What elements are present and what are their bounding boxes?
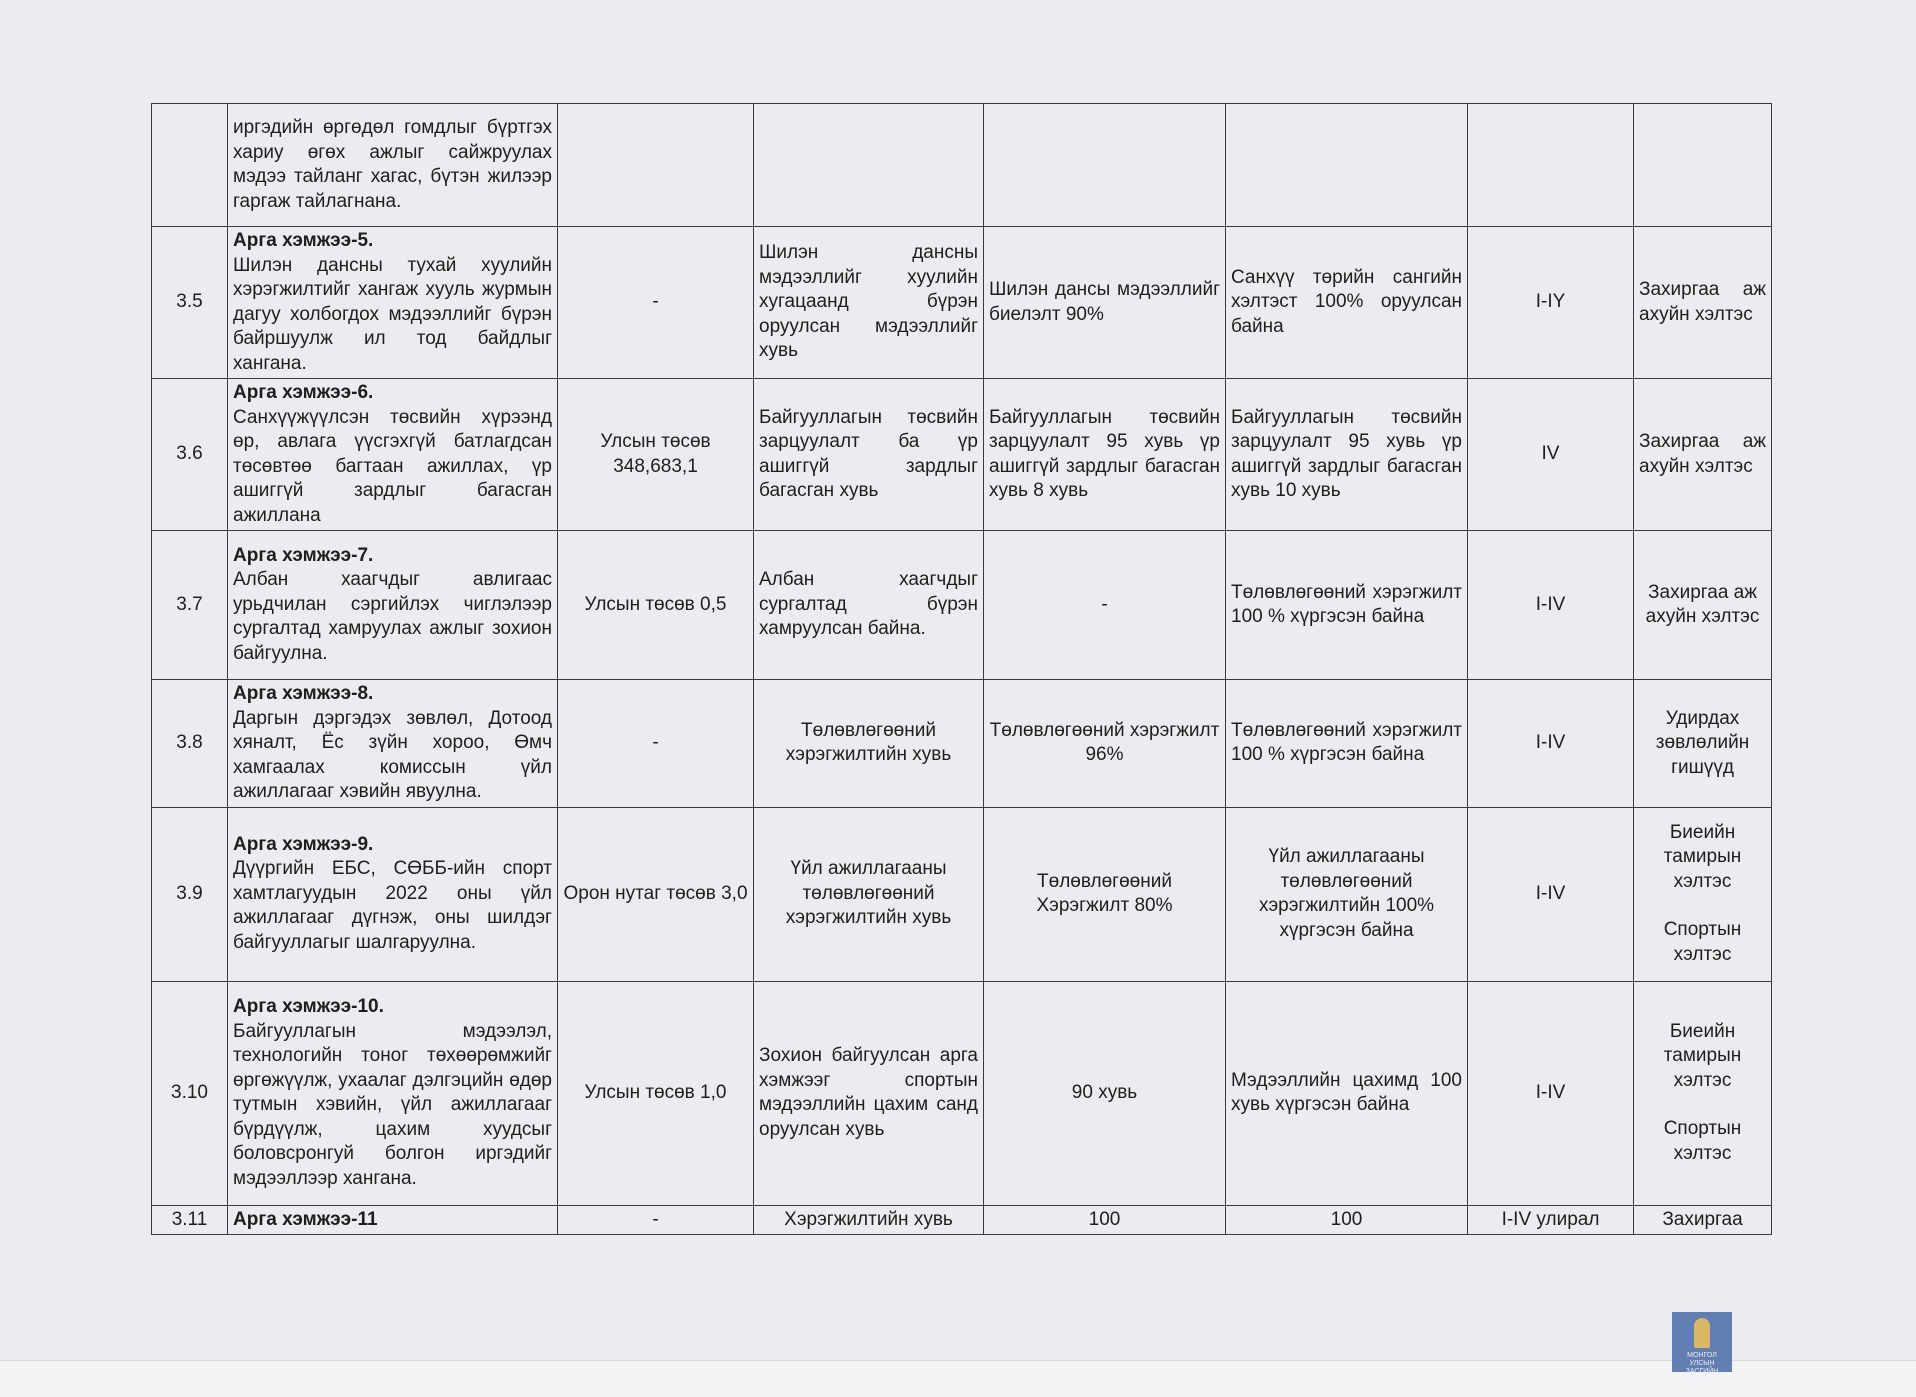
spacer <box>1639 894 1766 918</box>
table-row <box>152 379 1772 531</box>
budget-cell: - <box>558 227 754 379</box>
baseline-cell: Төлөвлөгөөний Хэрэгжилт 80% <box>984 807 1226 981</box>
row-number: 3.9 <box>152 807 228 981</box>
activity-cell <box>228 807 558 981</box>
activity-body: Санхүүжүүлсэн төсвийн хүрээнд өр, авлага үүсгэхгүй батлагдсан төсөвтөө багтаан ажиллах, үр ашиггүй зардлыг багасган ажиллана <box>233 406 552 526</box>
activity-title: Арга хэмжээ-11 <box>233 1208 378 1230</box>
target-cell: Байгууллагын төсвийн зарцуулалт 95 хувь үр ашиггүй зардлыг багасган хувь 10 хувь <box>1226 379 1468 531</box>
indicator-cell: Төлөвлөгөөний хэрэгжилтийн хувь <box>754 680 984 808</box>
activity-title: Арга хэмжээ-10. <box>233 996 384 1017</box>
activity-cell <box>228 1205 558 1235</box>
activity-body: иргэдийн өргөдөл гомдлыг бүртгэх хариу өгөх ажлыг сайжруулах мэдээ тайланг хагас, бүтэн жилээр гаргаж тайлагнана. <box>233 117 552 212</box>
responsible-cell: Захиргаа аж ахуйн хэлтэс <box>1634 227 1772 379</box>
period-cell: I-IV <box>1468 531 1634 680</box>
indicator-cell: Зохион байгуулсан арга хэмжээг спортын мэдээллийн цахим санд оруулсан хувь <box>754 981 984 1205</box>
row-number: 3.11 <box>152 1205 228 1235</box>
target-cell: 100 <box>1226 1205 1468 1235</box>
target-cell: Үйл ажиллагааны төлөвлөгөөний хэрэгжилтийн 100% хүргэсэн байна <box>1226 807 1468 981</box>
activity-cell <box>228 379 558 531</box>
responsible-primary: Биеийн тамирын хэлтэс <box>1663 1020 1742 1091</box>
activity-title: Арга хэмжээ-7. <box>233 544 374 566</box>
activity-cell <box>228 981 558 1205</box>
period-cell: I-IV <box>1468 981 1634 1205</box>
budget-cell: Улсын төсөв 1,0 <box>558 981 754 1205</box>
baseline-cell <box>984 104 1226 227</box>
activity-cell <box>228 104 558 227</box>
responsible-secondary: Спортын хэлтэс <box>1663 1118 1742 1164</box>
action-plan-table <box>151 103 1772 1235</box>
period-cell <box>1468 104 1634 227</box>
activity-body: Шилэн дансны тухай хуулийн хэрэгжилтийг хангаж хууль журмын дагуу холбогдох мэдээллийг бүрэн байршуулж ил тод байдлыг хангана. <box>233 254 552 374</box>
target-cell: Төлөвлөгөөний хэрэгжилт 100 % хүргэсэн байна <box>1226 531 1468 680</box>
period-cell: I-IV улирал <box>1468 1205 1634 1235</box>
baseline-cell: 90 хувь <box>984 981 1226 1205</box>
responsible-cell: Захиргаа <box>1634 1205 1772 1235</box>
row-number: 3.10 <box>152 981 228 1205</box>
budget-cell <box>558 104 754 227</box>
activity-title: Арга хэмжээ-8. <box>233 683 374 704</box>
baseline-cell: Төлөвлөгөөний хэрэгжилт 96% <box>984 680 1226 808</box>
indicator-cell: Хэрэгжилтийн хувь <box>754 1205 984 1235</box>
target-cell: Санхүү төрийн сангийн хэлтэст 100% оруулсан байна <box>1226 227 1468 379</box>
responsible-secondary: Спортын хэлтэс <box>1663 919 1742 965</box>
spacer <box>1639 1093 1766 1117</box>
period-cell: I-IV <box>1468 680 1634 808</box>
page-bottom-edge <box>0 1360 1916 1397</box>
activity-title: Арга хэмжээ-5. <box>233 230 374 251</box>
activity-cell <box>228 227 558 379</box>
table-row <box>152 680 1772 808</box>
budget-cell: - <box>558 1205 754 1235</box>
indicator-cell <box>754 104 984 227</box>
period-cell: I-IY <box>1468 227 1634 379</box>
target-cell: Төлөвлөгөөний хэрэгжилт 100 % хүргэсэн байна <box>1226 680 1468 808</box>
government-logo <box>1672 1312 1732 1383</box>
budget-cell: Улсын төсөв 348,683,1 <box>558 379 754 531</box>
responsible-cell <box>1634 104 1772 227</box>
row-number: 3.8 <box>152 680 228 808</box>
table-row <box>152 531 1772 680</box>
baseline-cell: Байгууллагын төсвийн зарцуулалт 95 хувь үр ашиггүй зардлыг багасган хувь 8 хувь <box>984 379 1226 531</box>
target-cell <box>1226 104 1468 227</box>
indicator-cell: Байгууллагын төсвийн зарцуулалт ба үр ашиггүй зардлыг багасган хувь <box>754 379 984 531</box>
responsible-primary: Биеийн тамирын хэлтэс <box>1663 821 1742 892</box>
row-number: 3.7 <box>152 531 228 680</box>
budget-cell: - <box>558 680 754 808</box>
period-cell: I-IV <box>1468 807 1634 981</box>
indicator-cell: Албан хаагчдыг сургалтад бүрэн хамруулсан байна. <box>754 531 984 680</box>
activity-cell <box>228 680 558 808</box>
activity-body: Албан хаагчдыг авлигаас урьдчилан сэргийлэх чиглэлээр сургалтад хамруулах ажлыг зохион байгуулна. <box>233 569 552 664</box>
table-row <box>152 104 1772 227</box>
budget-cell: Орон нутаг төсөв 3,0 <box>558 807 754 981</box>
soyombo-icon <box>1694 1318 1710 1348</box>
logo-caption: МОНГОЛ УЛСЫН ЗАСГИЙН ГАЗАР <box>1685 1352 1719 1383</box>
baseline-cell: - <box>984 531 1226 680</box>
activity-title: Арга хэмжээ-6. <box>233 382 374 403</box>
indicator-cell: Шилэн дансны мэдээллийг хуулийн хугацаанд бүрэн оруулсан мэдээллийг хувь <box>754 227 984 379</box>
responsible-cell <box>1634 807 1772 981</box>
target-cell: Мэдээллийн цахимд 100 хувь хүргэсэн байна <box>1226 981 1468 1205</box>
row-number: 3.5 <box>152 227 228 379</box>
activity-body: Байгууллагын мэдээлэл, технологийн тоног төхөөрөмжийг өргөжүүлж, ухаалаг дэлгэцийн өдөр тутмын хэвийн, үйл ажиллагааг бүрдүүлж, цахим хуудсыг боловсронгуй болгон иргэдийг мэдээллээр хангана. <box>233 1020 552 1189</box>
table-row <box>152 981 1772 1205</box>
baseline-cell: 100 <box>984 1205 1226 1235</box>
responsible-cell: Захиргаа аж ахуйн хэлтэс <box>1634 531 1772 680</box>
budget-cell: Улсын төсөв 0,5 <box>558 531 754 680</box>
row-number <box>152 104 228 227</box>
indicator-cell: Үйл ажиллагааны төлөвлөгөөний хэрэгжилтийн хувь <box>754 807 984 981</box>
period-cell: IV <box>1468 379 1634 531</box>
baseline-cell: Шилэн дансы мэдээллийг биелэлт 90% <box>984 227 1226 379</box>
responsible-cell: Захиргаа аж ахуйн хэлтэс <box>1634 379 1772 531</box>
activity-title: Арга хэмжээ-9. <box>233 833 374 855</box>
table-row <box>152 1205 1772 1235</box>
table-row <box>152 807 1772 981</box>
responsible-cell: Удирдах зөвлөлийн гишүүд <box>1634 680 1772 808</box>
table-row <box>152 227 1772 379</box>
activity-body: Дүүргийн ЕБС, СӨББ-ийн спорт хамтлагуудын 2022 оны үйл ажиллагааг дүгнэж, оны шилдэг байгууллагыг шалгаруулна. <box>233 858 552 953</box>
activity-cell <box>228 531 558 680</box>
responsible-cell <box>1634 981 1772 1205</box>
row-number: 3.6 <box>152 379 228 531</box>
activity-body: Даргын дэргэдэх зөвлөл, Дотоод хяналт, Ёс зүйн хороо, Өмч хамгаалах комиссын үйл ажиллагааг хэвийн явуулна. <box>233 707 552 802</box>
